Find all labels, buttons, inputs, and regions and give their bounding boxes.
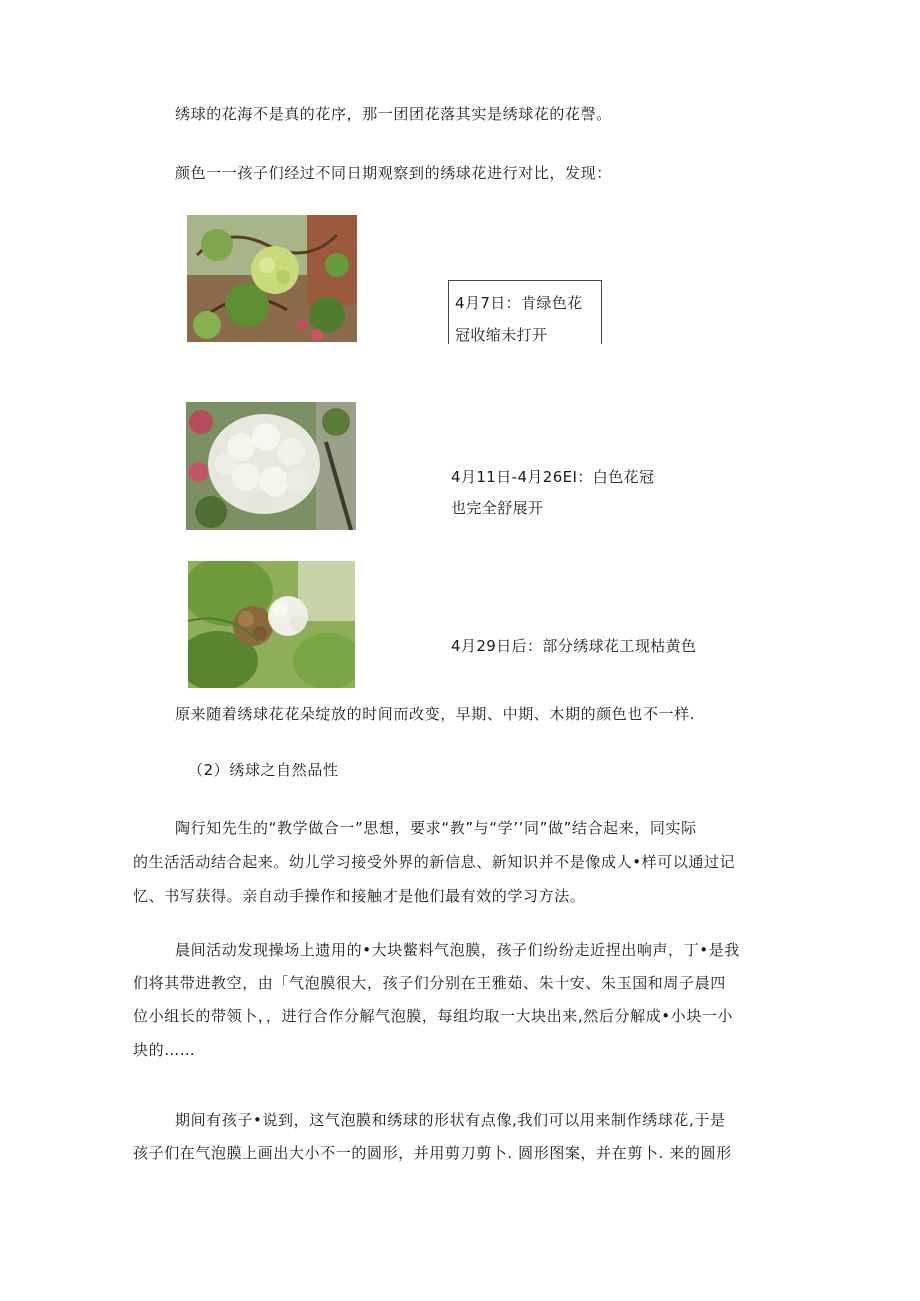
caption-apr7-line1: 4月7日：肯绿色花 [455,294,583,312]
paragraph-1-line-2: 的生活活动结合起来。幼儿学习接受外界的新信息、新知识并不是像成人•样可以通过记 [133,853,736,871]
photo-white-hydrangea [186,402,356,530]
text-line-2: 颜色一一孩子们经过不同日期观察到的绣球花进行对比，发现： [175,164,612,182]
text-line-3: 原来随着绣球花花朵绽放的时间而改变，早期、中期、木期的颜色也不一样. [175,705,696,723]
paragraph-2-line-2: 们将其带进教空，由「气泡膜很大，孩子们分别在王雅茹、朱十安、朱玉国和周子晨四 [133,974,726,992]
caption-apr29: 4月29日后：部分绣球花工现枯黄色 [451,637,697,655]
paragraph-3-line-2: 孩子们在气泡膜上画出大小不一的圆形，并用剪刀剪卜. 圆形图案，并在剪卜. 来的圆形 [133,1144,732,1162]
caption-apr7 [448,280,602,344]
photo-green-hydrangea [187,215,357,342]
caption-apr11-26-line1: 4月11日-4月26EI：白色花冠 [451,468,655,486]
paragraph-2-line-1: 晨间活动发现操场上遗用的•大块鳖料气泡膜，孩子们纷纷走近捏出响声，丁•是我 [175,941,740,959]
text-line-1: 绣球的花海不是真的花序，那一团团花落其实是绣球花的花謦。 [175,105,612,123]
paragraph-2-line-3: 位小组长的带领卜，，进行合作分解气泡膜，每组均取一大块出来,然后分解成•小块一小 [133,1007,734,1025]
caption-apr7-line2: 冠收缩未打开 [455,326,548,344]
caption-apr11-26-line2: 也完全舒展开 [451,499,544,517]
paragraph-1-line-3: 忆、书写获得。亲自动手操作和接触才是他们最有效的学习方法。 [133,887,586,905]
paragraph-1-line-1: 陶行知先生的“教学做合一”思想，要求“教”与“学’’同”做”结合起来，同实际 [175,819,697,837]
paragraph-2-line-4: 块的…… [133,1041,196,1059]
photo-yellowing-hydrangea [188,561,355,688]
section-heading: （2）绣球之自然品性 [188,761,339,779]
paragraph-3-line-1: 期间有孩子•说到，这气泡膜和绣球的形状有点像,我们可以用来制作绣球花,于是 [175,1111,726,1129]
